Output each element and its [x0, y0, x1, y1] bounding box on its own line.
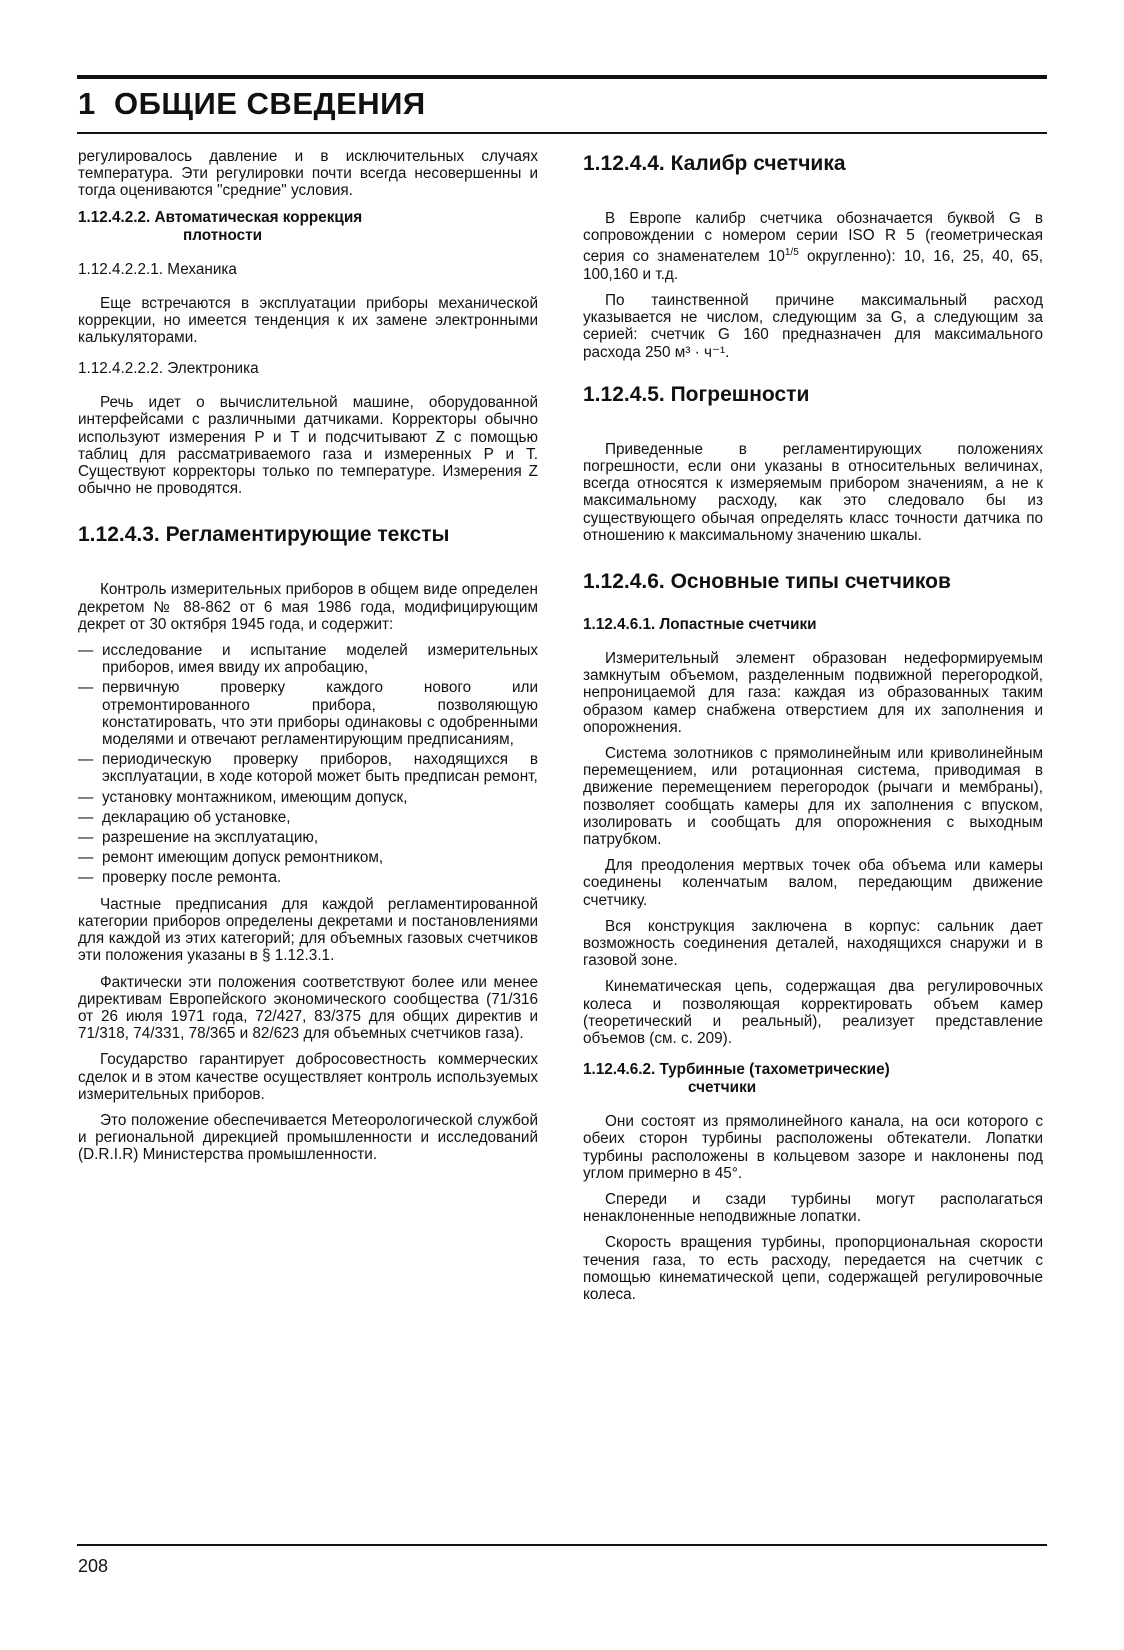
dash-mark: — — [78, 869, 94, 887]
chapter-title-text: ОБЩИЕ СВЕДЕНИЯ — [113, 86, 426, 121]
paragraph-blade-1: Измерительный элемент образован недеформируемым замкнутым объемом, разделенным подвижной перегородкой, непроницаемой для газа: каждая из образованных таким образом камер снабжена отверстием для их заполнения и опорожнения. — [583, 649, 1043, 736]
header-rule-top — [77, 75, 1047, 79]
heading-1-12-4-6-1: 1.12.4.6.1. Лопастные счетчики — [583, 615, 817, 633]
dash-mark: — — [78, 808, 94, 826]
chapter-title — [78, 86, 426, 122]
paragraph-private: Частные предписания для каждой регламентированной категории приборов определены декретами и постановлениями для каждой из этих категорий; для объемных газовых счетчиков эти положения указаны в § 1.12.3.1. — [78, 895, 538, 965]
paragraph-europe-b: округленно): 10, 16, 25, 40, 65, 100,160 и т.д. — [583, 248, 1043, 283]
heading-line1: Турбинные (тахометрические) — [659, 1061, 890, 1079]
paragraph-facts: Фактически эти положения соответствуют более или менее директивам Европейского экономического сообщества (71/316 от 26 июля 1971 года, 72/427, 83/375 для общих директив и 71/318, 74/331, 78/365 и 82/623 для объемных счетчиков газа). — [78, 973, 538, 1043]
list-item-text: проверку после ремонта. — [102, 869, 282, 887]
heading-1-12-4-2-2 — [78, 209, 538, 245]
heading-1-12-4-6-2 — [583, 1061, 1043, 1097]
list-item — [78, 679, 538, 748]
paragraph-mechanics: Еще встречаются в эксплуатации приборы механической коррекции, но имеется тенденция к их замене электронными калькуляторами. — [78, 294, 538, 347]
list-item — [78, 809, 538, 826]
chapter-number: 1 — [78, 86, 96, 121]
heading-line1: Автоматическая коррекция — [154, 208, 363, 226]
paragraph-electronics: Речь идет о вычислительной машине, оборудованной интерфейсами с различными датчиками. Корректоры обычно используют измерения P и T и подсчитывают Z с помощью таблиц для рассматриваемого газа и измеренных P и T. Существуют корректоры только по температуре. Измерения Z обычно не проводятся. — [78, 394, 538, 498]
regulation-list — [78, 642, 538, 887]
heading-mechanics: 1.12.4.2.2.1. Механика — [78, 260, 237, 278]
heading-number: 1.12.4.2.2. — [78, 208, 151, 226]
heading-1-12-4-5: 1.12.4.5. Погрешности — [583, 382, 810, 406]
dash-mark: — — [78, 829, 94, 847]
list-item-text: декларацию об установке, — [102, 808, 291, 826]
paragraph-blade-2: Система золотников с прямолинейным или криволинейным перемещением, или ротационная система, приводимая в движение перемещением перегородок (рычаги и мембраны), позволяет сообщать камеры для их заполнения с впуском, изолировать и сообщать для опорожнения с выходным патрубком. — [583, 744, 1043, 848]
paragraph-turbine-2: Спереди и сзади турбины могут располагаться ненаклоненные неподвижные лопатки. — [583, 1191, 1043, 1226]
list-item-text: установку монтажником, имеющим допуск, — [102, 788, 408, 806]
header-rule-bottom — [77, 132, 1047, 134]
list-item-text: ремонт имеющим допуск ремонтником, — [102, 849, 384, 867]
dash-mark: — — [78, 849, 94, 867]
list-item-text: исследование и испытание моделей измерительных приборов, имея ввиду их апробацию, — [102, 642, 538, 677]
list-item — [78, 849, 538, 866]
paragraph-blade-4: Вся конструкция заключена в корпус: сальник дает возможность соединения деталей, находящихся снаружи и в газовой зоне. — [583, 917, 1043, 970]
heading-electronics: 1.12.4.2.2.2. Электроника — [78, 360, 259, 378]
dash-mark: — — [78, 788, 94, 806]
list-item-text: периодическую проверку приборов, находящихся в эксплуатации, в ходе которой может быть предписан ремонт, — [102, 751, 538, 786]
dash-mark: — — [78, 751, 94, 769]
paragraph-intro: регулировалось давление и в исключительных случаях температура. Эти регулировки почти всегда несовершенны и тогда оцениваются "средние" условия. — [78, 148, 538, 200]
paragraph-europe — [583, 210, 1043, 283]
paragraph-blade-5: Кинематическая цепь, содержащая два регулировочных колеса и позволяющая корректировать объем камер (теоретический и реальный), реализует представление объемов (см. с. 209). — [583, 978, 1043, 1047]
paragraph-state: Государство гарантирует добросовестность коммерческих сделок и в этом качестве осуществляет контроль используемых измерительных приборов. — [78, 1051, 538, 1103]
heading-1-12-4-4: 1.12.4.4. Калибр счетчика — [583, 152, 846, 175]
list-item-text: разрешение на эксплуатацию, — [102, 829, 319, 847]
paragraph-europe-a: В Европе калибр счетчика обозначается буквой G в сопровождении с номером серии ISO R 5 (геометрическая серия со знаменателем 10 — [583, 210, 1043, 266]
list-item — [78, 869, 538, 886]
paragraph-errors: Приведенные в регламентирующих положениях погрешности, если они указаны в относительных величинах, всегда относятся к измеряемым прибором значениям, а не к максимальному расходу, как это следовало бы из существующего обычая определять класс точности датчика по отношению к максимальному значению шкалы. — [583, 440, 1043, 544]
heading-line2: счетчики — [688, 1079, 757, 1097]
paragraph-turbine-3: Скорость вращения турбины, пропорциональная скорости течения газа, то есть расходу, передается на счетчик с помощью кинематической цепи, содержащей регулировочные колеса. — [583, 1234, 1043, 1304]
list-item — [78, 829, 538, 846]
paragraph-blade-3: Для преодоления мертвых точек оба объема или камеры соединены коленчатым валом, передающим движение счетчику. — [583, 857, 1043, 909]
paragraph-turbine-1: Они состоят из прямолинейного канала, на оси которого с обеих сторон турбины расположены обтекатели. Лопатки турбины расположены в кольцевом зазоре и наклонены под углом примерно в 45°. — [583, 1113, 1043, 1182]
dash-mark: — — [78, 679, 94, 697]
right-column — [583, 148, 1043, 1312]
paragraph-provision: Это положение обеспечивается Метеорологической службой и региональной дирекцией промышленности и исследований (D.R.I.R) Министерства промышленности. — [78, 1111, 538, 1164]
paragraph-control: Контроль измерительных приборов в общем виде определен декретом № 88-862 от 6 мая 1986 года, модифицирующим декрет от 30 октября 1945 года, и содержит: — [78, 581, 538, 633]
list-item — [78, 642, 538, 676]
heading-line2: плотности — [183, 226, 262, 244]
list-item — [78, 789, 538, 806]
heading-number: 1.12.4.6.2. — [583, 1061, 656, 1079]
dash-mark: — — [78, 642, 94, 660]
list-item — [78, 751, 538, 785]
left-column — [78, 148, 538, 1173]
exponent: 1/5 — [784, 247, 799, 259]
heading-1-12-4-6: 1.12.4.6. Основные типы счетчиков — [583, 569, 951, 593]
heading-1-12-4-3: 1.12.4.3. Регламентирующие тексты — [78, 523, 450, 547]
list-item-text: первичную проверку каждого нового или отремонтированного прибора, позволяющую констатировать, что эти приборы одинаковы с одобренными моделями и отвечают регламентирующим предписаниям, — [102, 679, 538, 749]
footer-rule — [77, 1544, 1047, 1546]
page-number: 208 — [78, 1556, 109, 1576]
paragraph-mystery: По таинственной причине максимальный расход указывается не числом, следующим за G, а следующим за серией: счетчик G 160 предназначен для максимального расхода 250 м³ · ч⁻¹. — [583, 291, 1043, 361]
